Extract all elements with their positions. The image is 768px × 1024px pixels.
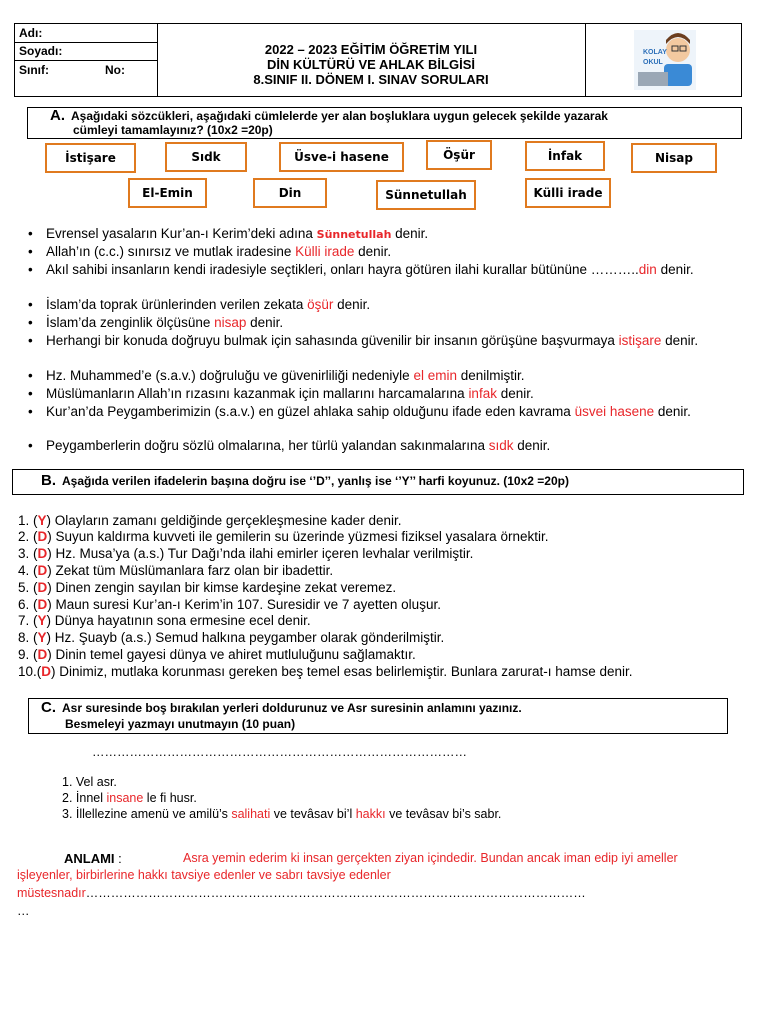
answer[interactable]: üsvei hasene xyxy=(574,404,655,419)
answer[interactable]: Y xyxy=(37,513,47,528)
word-tile-sunnetullah: Sünnetullah xyxy=(376,180,476,210)
answer[interactable]: Külli irade xyxy=(295,244,355,259)
word-tile-el-emin: El-Emin xyxy=(128,178,207,208)
list-item: • Peygamberlerin doğru sözlü olmalarına, her türlü yalandan sakınmalarına sıdk denir. xyxy=(28,438,748,454)
verse-3: 3. İllellezine amenü ve amilü’s salihati ve tevâsav bi’l hakkı ve tevâsav bi’s sabr. xyxy=(62,807,502,821)
answer[interactable]: Sünnetullah xyxy=(316,228,392,241)
word-tile-din: Din xyxy=(253,178,327,208)
title-line-1: 2022 – 2023 EĞİTİM ÖĞRETİM YILI xyxy=(264,42,478,57)
section-c-instruction xyxy=(28,698,728,734)
list-item: • Herhangi bir konuda doğruyu bulmak için sahasında güvenilir bir insanın görüşüne başvurmaya istişare denir. xyxy=(28,333,728,349)
exam-title xyxy=(158,42,584,87)
answer[interactable]: D xyxy=(37,580,48,595)
word-tile-infak: İnfak xyxy=(525,141,605,171)
list-item: • Akıl sahibi insanların kendi iradesiyle seçtikleri, onları hayra götüren ilahi kurallar bütününe ………..din denir. xyxy=(28,262,708,278)
answer[interactable]: istişare xyxy=(618,333,662,348)
section-a-text-1: Aşağıdaki sözcükleri, aşağıdaki cümlelerde yer alan boşluklara uygun gelecek şekilde yazarak xyxy=(71,109,608,123)
name-field[interactable]: Adı: xyxy=(19,26,43,40)
answer[interactable]: el emin xyxy=(413,368,457,383)
true-false-item: 8. (Y) Hz. Şuayb (a.s.) Semud halkına peygamber olarak gönderilmiştir. xyxy=(18,630,445,645)
section-c-text-2: Besmeleyi yazmayı unutmayın (10 puan) xyxy=(65,717,296,731)
list-item: • İslam’da toprak ürünlerinden verilen zekata öşür denir. xyxy=(28,297,748,313)
section-c-text-1: Asr suresinde boş bırakılan yerleri doldurunuz ve Asr suresinin anlamını yazınız. xyxy=(62,701,522,715)
true-false-item: 6. (D) Maun suresi Kur’an-ı Kerim’in 107. Suresidir ve 7 ayetten oluşur. xyxy=(18,597,441,612)
answer[interactable]: D xyxy=(37,563,48,578)
answer[interactable]: sıdk xyxy=(488,438,514,453)
class-field[interactable]: Sınıf: xyxy=(19,63,49,77)
meaning-answer-3: müstesnadır………………………………………………………………………………………………………… xyxy=(17,886,586,900)
logo-icon xyxy=(586,24,742,96)
svg-text:KOLAY: KOLAY xyxy=(643,49,667,56)
list-item: • Evrensel yasaların Kur’an-ı Kerim’deki adına Sünnetullah denir. xyxy=(28,226,748,243)
true-false-item: 7. (Y) Dünya hayatının sona ermesine ecel denir. xyxy=(18,613,311,628)
true-false-item: 9. (D) Dinin temel gayesi dünya ve ahiret mutluluğunu sağlamaktır. xyxy=(18,647,416,662)
list-item: • Müslümanların Allah’ın rızasını kazanmak için mallarını harcamalarına infak denir. xyxy=(28,386,748,402)
meaning-answer-1[interactable]: Asra yemin ederim ki insan gerçekten ziyan içindedir. Bundan ancak iman edip iyi ameller xyxy=(183,851,678,865)
answer[interactable]: öşür xyxy=(307,297,334,312)
answer[interactable]: infak xyxy=(468,386,497,401)
answer[interactable]: D xyxy=(37,529,48,544)
answer[interactable]: insane xyxy=(106,791,144,805)
true-false-item: 10.(D) Dinimiz, mutlaka korunması gereken beş temel esas belirlemiştir. Bunlara zarurat-ı hamse denir. xyxy=(18,664,633,679)
meaning-dots: … xyxy=(17,904,30,918)
verse-2: 2. İnnel insane le fi husr. xyxy=(62,791,197,805)
section-b-letter: B. xyxy=(41,472,56,489)
answer[interactable]: salihati xyxy=(231,807,271,821)
title-line-2: DİN KÜLTÜRÜ VE AHLAK BİLGİSİ xyxy=(267,57,475,72)
word-tile-nisap: Nisap xyxy=(631,143,717,173)
answer[interactable]: D xyxy=(37,647,48,662)
section-b-text: Aşağıda verilen ifadelerin başına doğru ise ‘’D’’, yanlış ise ‘’Y’’ harfi koyunuz. (10x2 =20p) xyxy=(62,474,569,488)
true-false-item: 4. (D) Zekat tüm Müslümanlara farz olan bir ibadettir. xyxy=(18,563,334,578)
true-false-item: 1. (Y) Olayların zamanı geldiğinde gerçekleşmesine kader denir. xyxy=(18,513,402,528)
section-a-letter: A. xyxy=(50,107,65,124)
svg-text:OKUL: OKUL xyxy=(643,59,663,66)
besmele-blank[interactable]: ……………………………………………………………………………… xyxy=(92,745,467,759)
surname-field[interactable]: Soyadı: xyxy=(19,44,63,58)
list-item: • İslam’da zenginlik ölçüsüne nisap denir. xyxy=(28,315,748,331)
meaning-row-1: ANLAMI : xyxy=(64,851,122,866)
word-tile-usve-i-hasene: Üsve-i hasene xyxy=(279,142,404,172)
title-line-3: 8.SINIF II. DÖNEM I. SINAV SORULARI xyxy=(253,72,489,87)
word-tile-sidk: Sıdk xyxy=(165,142,247,172)
true-false-item: 2. (D) Suyun kaldırma kuvveti ile gemilerin su üzerinde yüzmesi fiziksel yasalara örnektir. xyxy=(18,529,549,544)
section-c-letter: C. xyxy=(41,699,56,716)
list-item: • Kur’an’da Peygamberimizin (s.a.v.) en güzel ahlaka sahip olduğunu ifade eden kavrama üsvei hasene denir. xyxy=(28,404,758,420)
answer[interactable]: D xyxy=(37,546,48,561)
true-false-item: 3. (D) Hz. Musa’ya (a.s.) Tur Dağı’nda ilahi emirler içeren levhalar verilmiştir. xyxy=(18,546,474,561)
exam-header xyxy=(14,23,742,97)
answer[interactable]: nisap xyxy=(214,315,247,330)
answer[interactable]: din xyxy=(638,262,657,277)
number-field[interactable]: No: xyxy=(105,63,125,77)
word-tile-istisare: İstişare xyxy=(45,143,136,173)
list-item: • Hz. Muhammed’e (s.a.v.) doğruluğu ve güvenirliliği nedeniyle el emin denilmiştir. xyxy=(28,368,748,384)
list-item: • Allah’ın (c.c.) sınırsız ve mutlak iradesine Külli irade denir. xyxy=(28,244,748,260)
word-tile-osur: Öşür xyxy=(426,140,492,170)
word-tile-kulli-irade: Külli irade xyxy=(525,178,611,208)
kolay-okul-logo xyxy=(585,24,742,96)
answer[interactable]: hakkı xyxy=(355,807,386,821)
section-b-instruction xyxy=(12,469,744,495)
answer[interactable]: D xyxy=(37,597,48,612)
meaning-label: ANLAMI xyxy=(64,851,115,866)
answer[interactable]: D xyxy=(41,664,52,679)
meaning-answer-2[interactable]: işleyenler, birbirlerine hakkı tavsiye edenler ve sabrı tavsiye edenler xyxy=(17,868,391,882)
section-a-text-2: cümleyi tamamlayınız? (10x2 =20p) xyxy=(73,123,273,137)
section-a-instruction xyxy=(27,107,742,139)
verse-1: 1. Vel asr. xyxy=(62,775,117,789)
student-info-fields xyxy=(15,24,158,96)
true-false-item: 5. (D) Dinen zengin sayılan bir kimse kardeşine zekat veremez. xyxy=(18,580,397,595)
answer[interactable]: Y xyxy=(37,613,47,628)
answer[interactable]: Y xyxy=(37,630,47,645)
